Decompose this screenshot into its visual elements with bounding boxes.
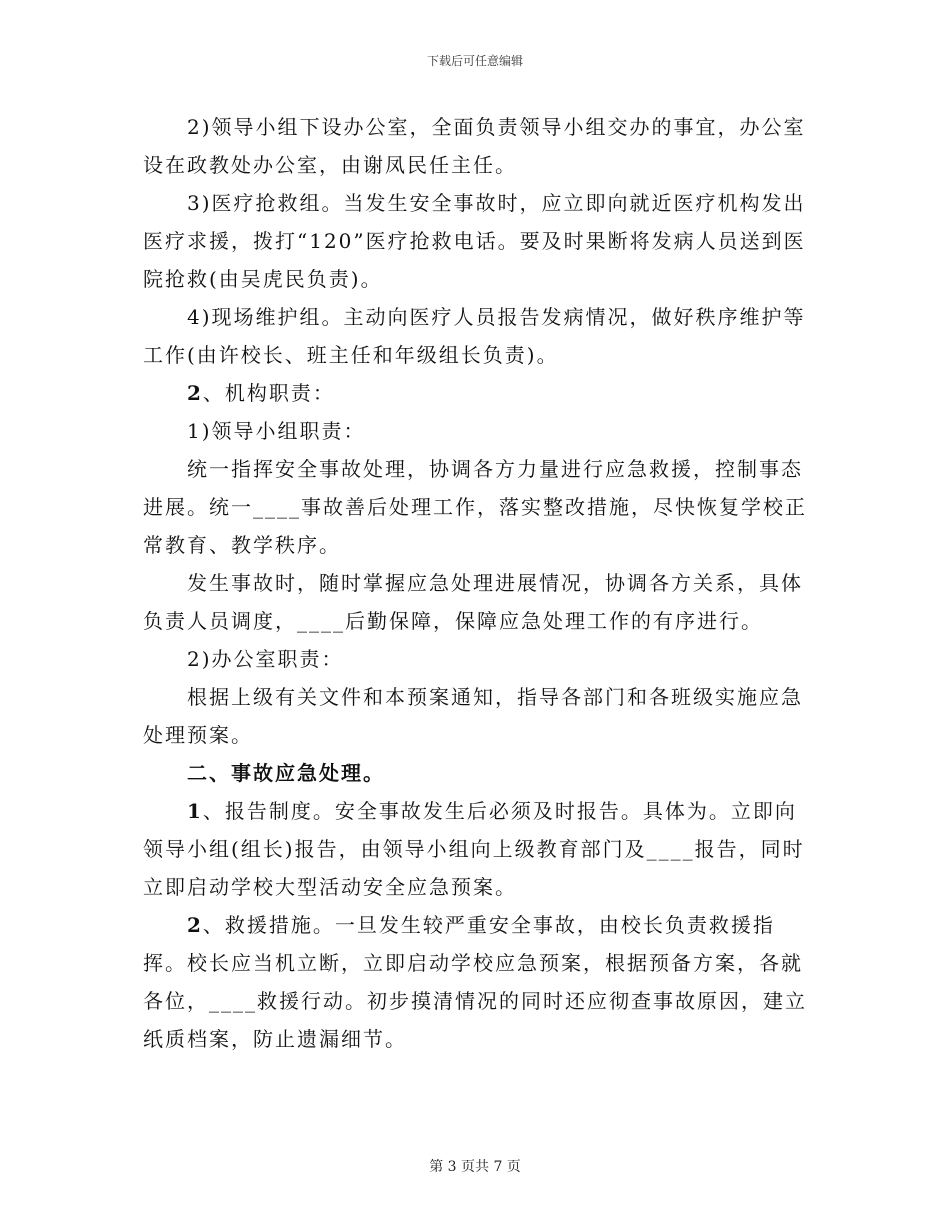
paragraph-text: 、报告制度。安全事故发生后必须及时报告。具体为。立即向领导小组(组长)报告，由领导小组向上级教育部门及____报告，同时立即启动学校大型活动安全应急预案。	[143, 799, 805, 899]
paragraph-number: 1	[187, 799, 203, 823]
document-body	[143, 108, 807, 1058]
paragraph-text: 3)医疗抢救组。当发生安全事故时，应立即向就近医疗机构发出医疗求援，拨打“120”医疗抢救电话。要及时果断将发病人员送到医院抢救(由吴虎民负责)。	[143, 191, 806, 291]
paragraph-number: 2	[187, 913, 203, 937]
paragraph-org-duties	[143, 374, 807, 412]
page-header: 下载后可任意编辑	[426, 54, 523, 68]
paragraph-on-incident	[143, 564, 807, 640]
paragraph-text: 2)办公室职责：	[187, 647, 344, 671]
paragraph-text: 发生事故时，随时掌握应急处理进展情况，协调各方关系，具体负责人员调度，____后勤保障，保障应急处理工作的有序进行。	[143, 571, 803, 633]
paragraph-guidance	[143, 678, 807, 754]
paragraph-text: 、机构职责：	[202, 381, 335, 405]
paragraph-site-maintenance	[143, 298, 807, 374]
paragraph-medical-rescue	[143, 184, 807, 298]
paragraph-text: 统一指挥安全事故处理，协调各方力量进行应急救援，控制事态进展。统一____事故善后处理工作，落实整改措施，尽快恢复学校正常教育、教学秩序。	[143, 457, 807, 557]
paragraph-rescue-measures	[143, 906, 807, 1058]
paragraph-text: 2)领导小组下设办公室，全面负责领导小组交办的事宜，办公室设在政教处办公室，由谢凤民任主任。	[143, 115, 806, 177]
heading-text: 二、事故应急处理。	[187, 761, 385, 785]
paragraph-unified-command	[143, 450, 807, 564]
paragraph-text: 、救援措施。一旦发生较严重安全事故，由校长负责救援指挥。校长应当机立断，立即启动学校应急预案，根据预备方案，各就各位，____救援行动。初步摸清情况的同时还应彻查事故原因，建立纸质档案，防止遗漏细节。	[143, 913, 807, 1051]
paragraph-text: 4)现场维护组。主动向医疗人员报告发病情况，做好秩序维护等工作(由许校长、班主任和年级组长负责)。	[143, 305, 806, 367]
paragraph-number: 2	[187, 381, 203, 405]
paragraph-text: 根据上级有关文件和本预案通知，指导各部门和各班级实施应急处理预案。	[143, 685, 803, 747]
paragraph-office-duties	[143, 640, 807, 678]
page-footer: 第 3 页共 7 页	[429, 1159, 521, 1175]
paragraph-office-setup	[143, 108, 807, 184]
paragraph-text: 1)领导小组职责：	[187, 419, 366, 443]
section-heading	[143, 754, 807, 792]
paragraph-reporting-system	[143, 792, 807, 906]
paragraph-leader-group-duties	[143, 412, 807, 450]
